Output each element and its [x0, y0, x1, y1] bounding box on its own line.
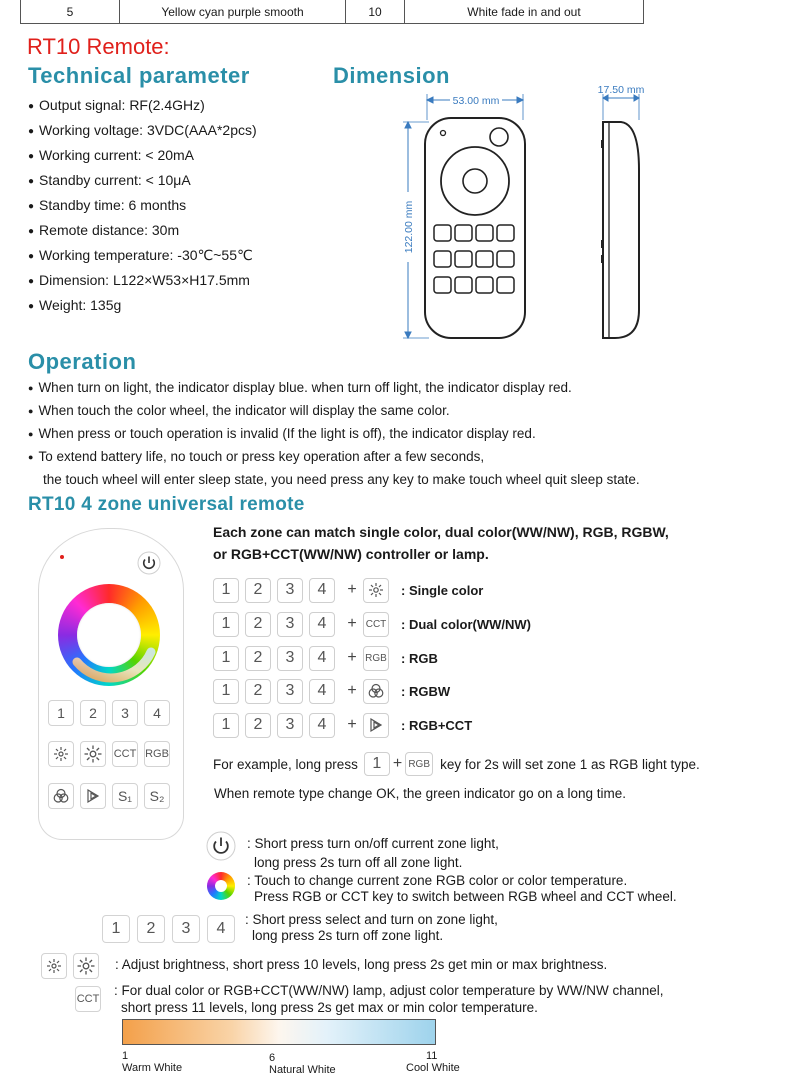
zone-key: 2 — [245, 578, 271, 603]
zone-key: 3 — [277, 578, 303, 603]
gradient-mid-num: 6 — [269, 1052, 276, 1064]
spec-item: ● Output signal: RF(2.4GHz) — [28, 93, 257, 118]
remote-key-zone-3[interactable]: 3 — [112, 700, 138, 726]
dimension-drawing — [395, 80, 655, 345]
zone-type-label: : RGBW — [401, 683, 451, 699]
remote-key-rgbw[interactable] — [48, 783, 74, 809]
play-icon — [363, 713, 389, 738]
plus-sign: + — [392, 755, 403, 772]
gradient-max — [406, 1050, 460, 1074]
zone-key: 4 — [309, 679, 335, 704]
zone-key-1: 1 — [102, 915, 130, 943]
cct-key: CCT — [363, 612, 389, 637]
gradient-max-num: 11 — [426, 1050, 438, 1062]
zone-key: 2 — [245, 646, 271, 671]
table-cell: 10 — [346, 0, 405, 23]
spec-item: ● Dimension: L122×W53×H17.5mm — [28, 268, 257, 293]
depth-dimension-line — [603, 94, 639, 120]
remote-key-brightness-up[interactable] — [80, 741, 106, 767]
operation-item: the touch wheel will enter sleep state, you need press any key to make touch wheel quit sleep state. — [43, 472, 640, 487]
color-wheel-icon — [207, 872, 235, 900]
zone-type-label: : Dual color(WW/NW) — [401, 616, 531, 632]
spec-item: ● Standby time: 6 months — [28, 193, 257, 218]
power-icon — [206, 831, 236, 861]
cct-gradient-bar — [122, 1019, 436, 1045]
spec-item: ● Working voltage: 3VDC(AAA*2pcs) — [28, 118, 257, 143]
spec-item: ● Working current: < 20mA — [28, 143, 257, 168]
zone-type-row-rgbcct — [213, 712, 472, 738]
zone-key: 1 — [213, 612, 239, 637]
zone-type-label: : RGB+CCT — [401, 717, 473, 733]
remote-front-view — [425, 118, 525, 338]
remote-key-zone-4[interactable]: 4 — [144, 700, 170, 726]
effects-table-row — [20, 0, 644, 24]
power-desc-line: long press 2s turn off all zone light. — [254, 855, 463, 870]
power-desc-line: : Short press turn on/off current zone light, — [247, 836, 499, 851]
zone-desc-line: : Short press select and turn on zone light, — [245, 912, 498, 927]
example-pre: For example, long press — [213, 756, 358, 772]
zone-key: 3 — [277, 679, 303, 704]
cct-key-icon: CCT — [75, 986, 101, 1012]
gradient-min — [122, 1050, 182, 1074]
brightness-down-icon — [41, 953, 67, 979]
plus-sign: + — [347, 581, 357, 598]
zone-type-row-dual — [213, 611, 531, 637]
gradient-mid — [269, 1052, 336, 1076]
zone-key-2: 2 — [137, 915, 165, 943]
table-cell: White fade in and out — [467, 4, 581, 19]
zone-key: 3 — [277, 612, 303, 637]
example-zone-key: 1 — [364, 752, 390, 776]
wheel-desc-line: Press RGB or CCT key to switch between RGB wheel and CCT wheel. — [254, 889, 677, 904]
spec-item: ● Working temperature: -30℃~55℃ — [28, 243, 257, 268]
zone-key: 3 — [277, 646, 303, 671]
cct-desc-line: short press 11 levels, long press 2s get max or min color temperature. — [121, 1000, 538, 1015]
operation-heading: Operation — [28, 349, 137, 374]
brightness-up-icon — [73, 953, 99, 979]
zone-type-label: : Single color — [401, 582, 484, 598]
plus-sign: + — [347, 649, 357, 666]
zone-intro-line: or RGB+CCT(WW/NW) controller or lamp. — [213, 546, 489, 562]
gradient-min-num: 1 — [122, 1050, 129, 1062]
brightness-desc: : Adjust brightness, short press 10 levels, long press 2s get min or max brightness. — [115, 957, 608, 972]
indicator-led — [60, 555, 64, 559]
remote-key-rgbcct[interactable] — [80, 783, 106, 809]
zone-key: 4 — [309, 612, 335, 637]
play-icon — [84, 787, 102, 805]
cct-arc — [63, 590, 159, 686]
zone-key-4: 4 — [207, 915, 235, 943]
zone-key: 4 — [309, 646, 335, 671]
operation-item: ● When turn on light, the indicator display blue. when turn off light, the indicator display red. — [28, 376, 640, 399]
remote-key-rgb[interactable]: RGB — [144, 741, 170, 767]
three-circles-icon — [52, 787, 70, 805]
dimension-heading: Dimension — [333, 63, 450, 88]
zone-type-row-rgb — [213, 645, 438, 671]
zone-key-3: 3 — [172, 915, 200, 943]
plus-sign: + — [347, 682, 357, 699]
zone-key: 1 — [213, 578, 239, 603]
depth-label: 17.50 mm — [597, 84, 645, 96]
rgb-key: RGB — [363, 646, 389, 671]
example-rgb-key: RGB — [405, 752, 433, 776]
remote-key-s2[interactable]: S₂ — [144, 783, 170, 809]
three-circles-icon — [363, 679, 389, 704]
gradient-min-label: Warm White — [122, 1062, 183, 1074]
zone-type-row-single — [213, 577, 483, 603]
remote-key-s1[interactable]: S₁ — [112, 783, 138, 809]
zone-key: 2 — [245, 713, 271, 738]
zone-desc-line: long press 2s turn off zone light. — [252, 928, 444, 943]
spec-list — [28, 93, 257, 318]
table-cell: 5 — [21, 0, 120, 23]
plus-sign: + — [347, 615, 357, 632]
rt10-heading: RT10 Remote: — [27, 34, 170, 59]
height-label: 122.00 mm — [403, 200, 415, 254]
operation-list — [28, 376, 640, 491]
zone-type-label: : RGB — [401, 650, 438, 666]
zone-intro-line: Each zone can match single color, dual color(WW/NW), RGB, RGBW, — [213, 524, 669, 540]
zone-key: 1 — [213, 646, 239, 671]
remote-key-zone-1[interactable]: 1 — [48, 700, 74, 726]
plus-sign: + — [347, 716, 357, 733]
remote-key-cct[interactable]: CCT — [112, 741, 138, 767]
width-label: 53.00 mm — [452, 95, 500, 107]
sun-small-icon — [53, 746, 69, 762]
remote-key-brightness-down[interactable] — [48, 741, 74, 767]
remote-side-view — [601, 122, 639, 338]
remote-key-zone-2[interactable]: 2 — [80, 700, 106, 726]
table-cell: Yellow cyan purple smooth — [120, 0, 346, 23]
zone-key: 2 — [245, 612, 271, 637]
operation-item: ● When press or touch operation is invalid (If the light is off), the indicator display red. — [28, 422, 640, 445]
example-post: key for 2s will set zone 1 as RGB light type. — [440, 756, 700, 772]
zone-type-row-rgbw — [213, 678, 450, 704]
zone-remote-heading: RT10 4 zone universal remote — [28, 494, 305, 515]
operation-item: ● To extend battery life, no touch or press key operation after a few seconds, — [28, 445, 640, 468]
spec-item: ● Remote distance: 30m — [28, 218, 257, 243]
wheel-desc-line: : Touch to change current zone RGB color or color temperature. — [247, 873, 628, 888]
zone-key: 4 — [309, 713, 335, 738]
zone-key: 4 — [309, 578, 335, 603]
sun-large-icon — [84, 745, 102, 763]
spec-item: ● Standby current: < 10μA — [28, 168, 257, 193]
gradient-max-label: Cool White — [406, 1062, 460, 1074]
cct-desc-line: : For dual color or RGB+CCT(WW/NW) lamp, adjust color temperature by WW/NW channel, — [114, 983, 664, 998]
spec-item: ● Weight: 135g — [28, 293, 257, 318]
example-line-2: When remote type change OK, the green indicator go on a long time. — [214, 786, 626, 801]
technical-parameter-heading: Technical parameter — [28, 63, 250, 88]
power-icon[interactable] — [137, 551, 161, 575]
zone-key: 3 — [277, 713, 303, 738]
example-line — [213, 752, 700, 776]
zone-key: 1 — [213, 713, 239, 738]
zone-key: 1 — [213, 679, 239, 704]
gradient-mid-label: Natural White — [269, 1064, 336, 1076]
zone-key: 2 — [245, 679, 271, 704]
operation-item: ● When touch the color wheel, the indicator will display the same color. — [28, 399, 640, 422]
sun-icon — [363, 578, 389, 603]
